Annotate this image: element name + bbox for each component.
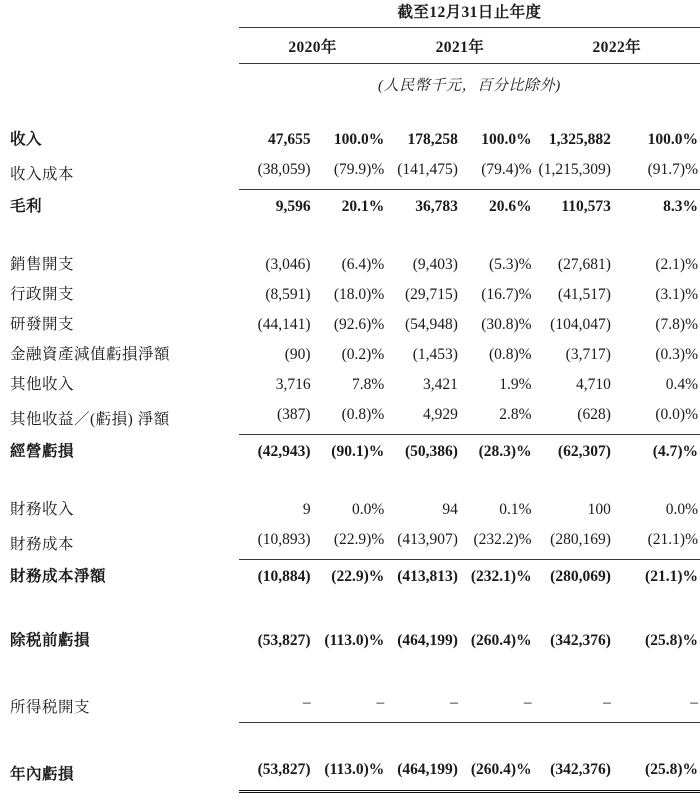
spacer-before-year-loss: [0, 723, 700, 754]
row-value: (18.0)%: [333, 286, 385, 303]
table-row: [0, 560, 700, 595]
row-value: (0.8)%: [488, 346, 532, 363]
row-label: 財務成本淨額: [10, 568, 107, 585]
row-value: (232.1)%: [470, 568, 532, 585]
row-value: (27,681): [557, 256, 611, 273]
row-value: 0.4%: [665, 376, 698, 393]
spacer-cell: [0, 95, 700, 125]
row-value: (21.1)%: [613, 525, 700, 560]
table-row: [0, 310, 700, 340]
row-value: 9: [302, 501, 311, 518]
row-value: (38,059): [239, 155, 313, 190]
table-row: [0, 753, 700, 792]
row-value: (90.1)%: [331, 443, 385, 460]
table-row: [0, 280, 700, 310]
header-units-row: [0, 64, 700, 96]
row-value: 8.3%: [663, 198, 698, 215]
row-value: 110,573: [561, 198, 611, 215]
table-row: [0, 340, 700, 370]
row-value: –: [534, 688, 613, 723]
table-row: [0, 190, 700, 225]
units-note: (人民幣千元，百分比除外): [378, 78, 561, 94]
row-value: (53,827): [257, 632, 311, 649]
row-value: (79.4)%: [460, 155, 534, 190]
row-label: 財務成本: [10, 535, 75, 553]
row-value: (50,386): [404, 443, 458, 460]
row-value: (79.9)%: [313, 155, 387, 190]
row-value: (54,948): [404, 316, 458, 333]
row-value: (25.8)%: [613, 753, 700, 792]
row-value: 100.0%: [647, 131, 698, 148]
row-value: (4.7)%: [652, 443, 698, 460]
row-value: (42,943): [257, 443, 311, 460]
row-value: 0.1%: [499, 501, 532, 518]
units-spacer: [0, 64, 239, 96]
table-row: [0, 624, 700, 658]
row-value: (41,517): [557, 286, 611, 303]
row-value: (260.4)%: [470, 632, 532, 649]
row-value: (53,827): [239, 753, 313, 792]
row-value: (260.4)%: [460, 753, 534, 792]
row-value: (16.7)%: [481, 286, 532, 303]
row-value: 3,421: [423, 376, 458, 393]
row-value: (90): [284, 346, 311, 363]
year-header-2020: 2020年: [239, 28, 386, 64]
row-value: (25.8)%: [645, 632, 698, 649]
row-value: (141,475): [386, 155, 460, 190]
spacer-after-header: [0, 95, 700, 125]
row-value: 20.6%: [488, 198, 532, 215]
row-label: 其他收益／(虧損) 淨額: [10, 410, 170, 428]
row-label: 經營虧損: [10, 443, 75, 460]
row-value: (413,813): [397, 568, 458, 585]
row-label: 其他收入: [10, 376, 75, 393]
row-value: 4,929: [386, 400, 460, 435]
row-label: 收入: [10, 131, 43, 148]
row-value: (1,215,309): [534, 155, 613, 190]
row-value: (28.3)%: [478, 443, 532, 460]
header-period-row: [0, 0, 700, 27]
row-value: (3.1)%: [655, 286, 698, 303]
row-value: 94: [442, 501, 458, 518]
row-value: (44,141): [257, 316, 311, 333]
row-value: (30.8)%: [481, 316, 532, 333]
row-value: (9,403): [412, 256, 458, 273]
spacer-cell: [0, 723, 700, 754]
table-row: [0, 155, 700, 190]
row-value: (104,047): [550, 316, 611, 333]
row-value: (0.3)%: [655, 346, 698, 363]
row-value: (0.8)%: [313, 400, 387, 435]
row-value: 36,783: [415, 198, 458, 215]
spacer-cell: [0, 594, 700, 624]
table-row: [0, 250, 700, 280]
row-value: (21.1)%: [645, 568, 698, 585]
row-value: (3,717): [565, 346, 611, 363]
row-value: (342,376): [550, 632, 611, 649]
table-row: [0, 525, 700, 560]
table-row: [0, 435, 700, 470]
row-value: 100.0%: [333, 131, 385, 148]
spacer-after-operating-loss: [0, 469, 700, 495]
period-title: 截至12月31日止年度: [397, 4, 542, 21]
spacer-cell: [0, 658, 700, 688]
row-value: (29,715): [404, 286, 458, 303]
row-label: 行政開支: [10, 286, 75, 303]
row-value: (280,169): [534, 525, 613, 560]
row-value: (3,046): [265, 256, 311, 273]
years-spacer: [0, 28, 239, 64]
table-row: [0, 125, 700, 155]
row-value: (628): [534, 400, 613, 435]
row-value: (92.6)%: [333, 316, 385, 333]
row-value: (2.1)%: [655, 256, 698, 273]
row-value: (464,199): [386, 753, 460, 792]
row-value: (413,907): [386, 525, 460, 560]
table-row: [0, 400, 700, 435]
header-years-row: [0, 28, 700, 64]
row-value: (464,199): [397, 632, 458, 649]
row-label: 除税前虧損: [10, 632, 91, 649]
row-value: (10,884): [257, 568, 311, 585]
row-value: 178,258: [407, 131, 458, 148]
row-label: 所得税開支: [10, 698, 91, 716]
row-value: (8,591): [265, 286, 311, 303]
row-value: 47,655: [267, 131, 311, 148]
row-value: (0.2)%: [341, 346, 385, 363]
row-value: 100: [587, 501, 611, 518]
row-value: 9,596: [275, 198, 311, 215]
row-label: 收入成本: [10, 165, 75, 183]
row-value: –: [313, 688, 387, 723]
row-value: –: [386, 688, 460, 723]
row-label: 金融資產減值虧損淨額: [10, 346, 171, 363]
spacer-before-tax-row: [0, 658, 700, 688]
spacer-cell: [0, 224, 700, 250]
table-row: [0, 495, 700, 525]
table-row: [0, 370, 700, 400]
row-value: (113.0)%: [313, 753, 387, 792]
year-header-2022: 2022年: [534, 28, 700, 64]
row-value: 4,710: [575, 376, 611, 393]
row-value: 0.0%: [351, 501, 385, 518]
table-row: [0, 688, 700, 723]
header-spacer: [0, 0, 239, 27]
row-value: (10,893): [239, 525, 313, 560]
row-value: –: [613, 688, 700, 723]
row-value: (6.4)%: [341, 256, 385, 273]
row-label: 銷售開支: [10, 256, 75, 273]
row-value: (342,376): [534, 753, 613, 792]
row-label: 研發開支: [10, 316, 75, 333]
row-label: 年內虧損: [10, 765, 75, 783]
spacer-after-net-finance: [0, 594, 700, 624]
row-value: (62,307): [557, 443, 611, 460]
row-label: 毛利: [10, 198, 43, 215]
spacer-cell: [0, 469, 700, 495]
row-value: 20.1%: [341, 198, 385, 215]
row-value: (387): [239, 400, 313, 435]
row-value: (7.8)%: [655, 316, 698, 333]
row-value: (0.0)%: [613, 400, 700, 435]
row-value: (280,069): [550, 568, 611, 585]
row-value: –: [239, 688, 313, 723]
row-value: (1,453): [412, 346, 458, 363]
row-value: 1,325,882: [548, 131, 611, 148]
row-value: 3,716: [275, 376, 311, 393]
row-value: (22.9)%: [331, 568, 385, 585]
row-value: (22.9)%: [313, 525, 387, 560]
row-value: (91.7)%: [613, 155, 700, 190]
row-value: 100.0%: [481, 131, 532, 148]
row-value: (5.3)%: [488, 256, 532, 273]
row-value: 2.8%: [460, 400, 534, 435]
spacer-after-gross-profit: [0, 224, 700, 250]
row-value: (232.2)%: [460, 525, 534, 560]
row-value: 7.8%: [351, 376, 385, 393]
row-value: 1.9%: [499, 376, 532, 393]
row-value: –: [460, 688, 534, 723]
row-label: 財務收入: [10, 501, 75, 518]
row-value: (113.0)%: [324, 632, 385, 649]
year-header-2021: 2021年: [386, 28, 533, 64]
row-value: 0.0%: [665, 501, 698, 518]
